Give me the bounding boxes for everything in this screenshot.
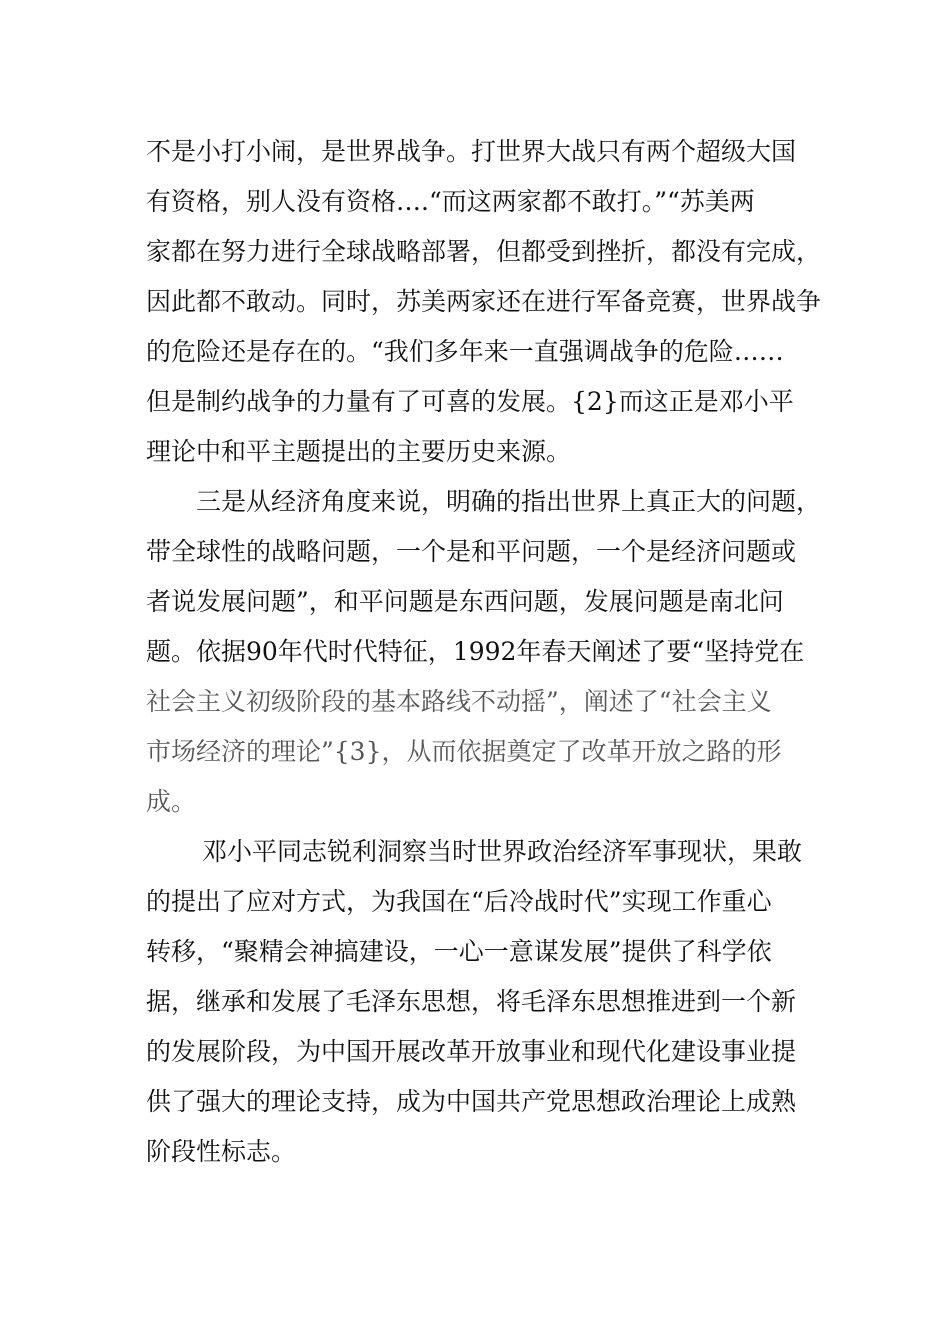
text-line: 转移，“聚精会神搞建设，一心一意谋发展”提供了科学依 (146, 937, 772, 966)
text-line: 者说发展问题”，和平问题是东西问题，发展问题是南北问 (146, 587, 784, 616)
text-line: 邓小平同志锐利洞察当时世界政治经济军事现状，果敢 (202, 837, 803, 866)
text-line: 的发展阶段，为中国开展改革开放事业和现代化建设事业提 (146, 1037, 797, 1066)
text-line: 有资格，别人没有资格….“而这两家都不敢打。”“苏美两 (146, 187, 755, 216)
text-line: 成。 (146, 787, 197, 816)
text-line: 题。依据90年代时代特征，1992年春天阐述了要“坚持党在 (146, 637, 805, 666)
text-line: 不是小打小闹，是世界战争。打世界大战只有两个超级大国 (146, 137, 797, 166)
text-line: 供了强大的理论支持，成为中国共产党思想政治理论上成熟 (146, 1087, 797, 1116)
text-line: 理论中和平主题提出的主要历史来源。 (146, 437, 572, 466)
text-line: 阶段性标志。 (146, 1137, 297, 1166)
text-line: 三是从经济角度来说，明确的指出世界上真正大的问题， (196, 487, 822, 516)
text-line: 因此都不敢动。同时，苏美两家还在进行军备竞赛，世界战争 (146, 287, 822, 316)
text-line: 家都在努力进行全球战略部署，但都受到挫折，都没有完成， (146, 237, 822, 266)
text-line: 带全球性的战略问题，一个是和平问题，一个是经济问题或 (146, 537, 797, 566)
text-line: 据，继承和发展了毛泽东思想，将毛泽东思想推进到一个新 (146, 987, 797, 1016)
text-line: 但是制约战争的力量有了可喜的发展。{2}而这正是邓小平 (146, 387, 794, 416)
text-line: 市场经济的理论”{3}，从而依据奠定了改革开放之路的形 (146, 737, 782, 766)
text-line: 的危险还是存在的。“我们多年来一直强调战争的危险…… (146, 337, 784, 366)
text-line: 的提出了应对方式，为我国在“后冷战时代”实现工作重心 (146, 887, 772, 916)
text-line: 社会主义初级阶段的基本路线不动摇”，阐述了“社会主义 (146, 687, 772, 716)
